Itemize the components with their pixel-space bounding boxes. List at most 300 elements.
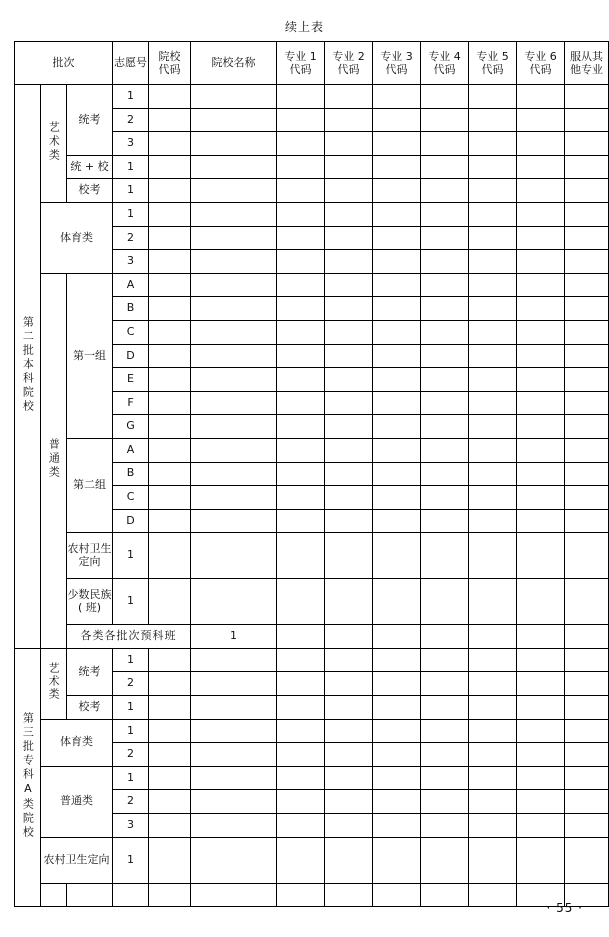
major-1-cell[interactable]: [277, 837, 325, 883]
school-name-cell[interactable]: [191, 179, 277, 203]
header-major-1-line2: 代码: [289, 63, 312, 76]
major-1-cell[interactable]: [277, 696, 325, 720]
school-code-cell[interactable]: [149, 648, 191, 672]
obey-cell[interactable]: [565, 132, 609, 156]
obey-cell[interactable]: [565, 743, 609, 767]
major-5-cell[interactable]: [469, 486, 517, 510]
major-2-cell[interactable]: [325, 438, 373, 462]
major-5-cell[interactable]: [469, 883, 517, 907]
major-5-cell[interactable]: [469, 202, 517, 226]
school-name-cell[interactable]: [191, 743, 277, 767]
major-1-cell[interactable]: [277, 273, 325, 297]
major-1-cell[interactable]: [277, 743, 325, 767]
school-code-cell[interactable]: [149, 790, 191, 814]
major-5-cell[interactable]: [469, 250, 517, 274]
obey-cell[interactable]: [565, 509, 609, 533]
major-5-cell[interactable]: [469, 837, 517, 883]
header-major-1-line1: 专业 1: [284, 49, 317, 63]
major-4-cell[interactable]: [421, 648, 469, 672]
major-3-cell[interactable]: [373, 250, 421, 274]
school-name-cell[interactable]: [191, 533, 277, 579]
major-2-cell[interactable]: [325, 179, 373, 203]
major-6-cell[interactable]: [517, 108, 565, 132]
school-code-cell[interactable]: [149, 438, 191, 462]
school-name-cell[interactable]: [191, 486, 277, 510]
school-code-cell[interactable]: [149, 391, 191, 415]
school-name-cell[interactable]: [325, 625, 373, 649]
obey-cell[interactable]: [565, 533, 609, 579]
school-name-cell[interactable]: [191, 391, 277, 415]
major-3-cell[interactable]: [373, 743, 421, 767]
major-1-cell[interactable]: [277, 486, 325, 510]
major-5-cell[interactable]: [469, 743, 517, 767]
major-4-cell[interactable]: [421, 766, 469, 790]
major-2-cell[interactable]: [325, 391, 373, 415]
wish-no-cell: 1: [113, 648, 149, 672]
school-code-cell[interactable]: [149, 719, 191, 743]
wish-no-cell: D: [113, 509, 149, 533]
major-5-cell[interactable]: [469, 696, 517, 720]
obey-cell[interactable]: [565, 648, 609, 672]
school-code-cell[interactable]: [149, 533, 191, 579]
major-4-cell[interactable]: [421, 438, 469, 462]
major-1-cell[interactable]: [277, 462, 325, 486]
obey-cell[interactable]: [565, 837, 609, 883]
school-name-cell[interactable]: [191, 509, 277, 533]
major-3-cell[interactable]: [373, 814, 421, 838]
major-4-cell[interactable]: [421, 509, 469, 533]
major-4-cell[interactable]: [421, 108, 469, 132]
major-2-cell[interactable]: [325, 509, 373, 533]
major-1-cell[interactable]: [277, 648, 325, 672]
major-4-cell[interactable]: [421, 344, 469, 368]
major-6-cell[interactable]: [517, 273, 565, 297]
major-1-cell[interactable]: [277, 132, 325, 156]
obey-cell[interactable]: [565, 766, 609, 790]
obey-cell[interactable]: [565, 155, 609, 179]
major-1-cell[interactable]: [277, 883, 325, 907]
major-2-cell[interactable]: [325, 108, 373, 132]
major-2-cell[interactable]: [325, 672, 373, 696]
major-4-cell[interactable]: [421, 297, 469, 321]
major-5-cell[interactable]: [469, 108, 517, 132]
school-name-cell[interactable]: [191, 415, 277, 439]
school-name-cell[interactable]: [191, 648, 277, 672]
school-code-cell[interactable]: [149, 743, 191, 767]
wish-no-cell: 3: [113, 250, 149, 274]
major-6-cell[interactable]: [517, 509, 565, 533]
major-5-cell[interactable]: [469, 719, 517, 743]
major-3-cell[interactable]: [373, 132, 421, 156]
volunteer-form-table: [14, 41, 609, 907]
major-2-cell[interactable]: [325, 579, 373, 625]
major-3-cell[interactable]: [373, 155, 421, 179]
major-1-cell[interactable]: [277, 790, 325, 814]
major-1-cell[interactable]: [277, 719, 325, 743]
major-6-cell[interactable]: [517, 297, 565, 321]
major-6-cell[interactable]: [517, 533, 565, 579]
school-name-cell[interactable]: [191, 132, 277, 156]
major-1-cell[interactable]: [277, 579, 325, 625]
major-5-cell[interactable]: [469, 297, 517, 321]
major-1-cell[interactable]: [277, 297, 325, 321]
school-name-cell[interactable]: [191, 250, 277, 274]
major-5-cell[interactable]: [469, 344, 517, 368]
major-1-cell[interactable]: [277, 533, 325, 579]
obey-cell[interactable]: [565, 814, 609, 838]
wish-no-cell: G: [113, 415, 149, 439]
major-2-cell[interactable]: [325, 250, 373, 274]
major-1-cell[interactable]: [277, 391, 325, 415]
major-3-cell[interactable]: [373, 415, 421, 439]
major-6-cell[interactable]: [517, 719, 565, 743]
major-3-cell[interactable]: [373, 108, 421, 132]
table-row: [15, 837, 609, 883]
major-4-cell[interactable]: [421, 696, 469, 720]
major-3-cell[interactable]: [373, 486, 421, 510]
major-2-cell[interactable]: [325, 297, 373, 321]
major-4-cell[interactable]: [421, 85, 469, 109]
major-4-cell[interactable]: [421, 719, 469, 743]
school-code-cell[interactable]: [149, 226, 191, 250]
obey-cell[interactable]: [565, 391, 609, 415]
obey-cell[interactable]: [565, 696, 609, 720]
major-4-cell[interactable]: [421, 837, 469, 883]
header-major-6: [517, 42, 565, 85]
school-name-cell[interactable]: [191, 766, 277, 790]
major-5-cell[interactable]: [469, 648, 517, 672]
major-3-cell[interactable]: [373, 766, 421, 790]
major-6-cell[interactable]: [517, 132, 565, 156]
major-2-cell[interactable]: [325, 85, 373, 109]
major-6-cell[interactable]: [517, 814, 565, 838]
major-4-cell[interactable]: [421, 743, 469, 767]
school-name-cell[interactable]: [191, 320, 277, 344]
major-4-cell[interactable]: [421, 579, 469, 625]
major-1-cell[interactable]: [277, 250, 325, 274]
major-3-cell[interactable]: [373, 297, 421, 321]
school-code-cell[interactable]: [149, 273, 191, 297]
school-name-cell[interactable]: [191, 438, 277, 462]
major-4-cell[interactable]: [421, 533, 469, 579]
school-code-cell[interactable]: [149, 415, 191, 439]
major-5-cell[interactable]: [469, 132, 517, 156]
school-name-cell[interactable]: [191, 85, 277, 109]
major-3-cell[interactable]: [373, 579, 421, 625]
obey-cell[interactable]: [565, 415, 609, 439]
major-5-cell[interactable]: [469, 368, 517, 392]
major-6-cell[interactable]: [517, 766, 565, 790]
school-code-cell[interactable]: [149, 579, 191, 625]
major-3-cell[interactable]: [373, 438, 421, 462]
major-6-cell[interactable]: [517, 790, 565, 814]
major-3-cell[interactable]: [373, 696, 421, 720]
major-1-cell[interactable]: [277, 509, 325, 533]
school-name-cell[interactable]: [191, 696, 277, 720]
major-5-cell[interactable]: [469, 415, 517, 439]
school-code-cell[interactable]: [149, 883, 191, 907]
major-4-cell[interactable]: [421, 672, 469, 696]
major-6-cell[interactable]: [517, 320, 565, 344]
major-3-cell[interactable]: [373, 648, 421, 672]
major-3-cell[interactable]: [373, 790, 421, 814]
major-1-cell[interactable]: [277, 368, 325, 392]
major-2-cell[interactable]: [325, 837, 373, 883]
school-name-cell[interactable]: [191, 579, 277, 625]
obey-cell[interactable]: [565, 368, 609, 392]
school-name-cell[interactable]: [191, 814, 277, 838]
obey-cell[interactable]: [565, 672, 609, 696]
major-5-cell[interactable]: [469, 438, 517, 462]
major-3-cell[interactable]: [373, 509, 421, 533]
major-2-cell[interactable]: [325, 202, 373, 226]
group-label-arts-third: 艺术类: [41, 648, 67, 719]
school-name-cell[interactable]: [191, 883, 277, 907]
obey-cell[interactable]: [565, 202, 609, 226]
major-5-cell[interactable]: [469, 672, 517, 696]
major-3-cell[interactable]: [373, 273, 421, 297]
major-6-cell[interactable]: [517, 415, 565, 439]
school-name-cell[interactable]: [191, 368, 277, 392]
major-2-cell[interactable]: [325, 766, 373, 790]
wish-no-cell: 1: [113, 85, 149, 109]
major-6-cell[interactable]: [517, 344, 565, 368]
school-name-cell[interactable]: [191, 108, 277, 132]
major-4-cell[interactable]: [421, 790, 469, 814]
major-2-cell[interactable]: [325, 696, 373, 720]
major-1-cell[interactable]: [277, 438, 325, 462]
major-3-cell[interactable]: [373, 837, 421, 883]
major-6-cell[interactable]: [517, 837, 565, 883]
major-5-cell[interactable]: [469, 155, 517, 179]
major-1-cell[interactable]: [277, 155, 325, 179]
major-6-cell[interactable]: [517, 743, 565, 767]
school-name-cell[interactable]: [191, 273, 277, 297]
obey-cell[interactable]: [565, 250, 609, 274]
major-1-cell[interactable]: [277, 85, 325, 109]
major-5-cell[interactable]: [469, 533, 517, 579]
major-2-cell[interactable]: [325, 344, 373, 368]
major-6-cell[interactable]: [517, 696, 565, 720]
table-row: [15, 273, 609, 297]
obey-cell[interactable]: [565, 790, 609, 814]
major-5-cell[interactable]: [469, 391, 517, 415]
major-6-cell[interactable]: [517, 85, 565, 109]
major-2-cell[interactable]: [325, 648, 373, 672]
major-1-cell[interactable]: [277, 202, 325, 226]
major-3-cell[interactable]: [373, 672, 421, 696]
school-code-cell[interactable]: [149, 320, 191, 344]
school-code-cell[interactable]: [149, 250, 191, 274]
major-6-cell[interactable]: [517, 391, 565, 415]
major-3-cell[interactable]: [373, 226, 421, 250]
major-3-cell[interactable]: [373, 179, 421, 203]
obey-cell[interactable]: [565, 438, 609, 462]
major-6-cell[interactable]: [517, 226, 565, 250]
school-name-cell[interactable]: [191, 719, 277, 743]
major-5-cell[interactable]: [469, 509, 517, 533]
major-6-cell[interactable]: [517, 202, 565, 226]
school-code-cell[interactable]: [149, 766, 191, 790]
school-name-cell[interactable]: [191, 344, 277, 368]
obey-cell[interactable]: [565, 226, 609, 250]
major-6-cell[interactable]: [517, 368, 565, 392]
school-name-cell[interactable]: [191, 226, 277, 250]
major-1-cell[interactable]: [277, 415, 325, 439]
major-2-cell[interactable]: [325, 486, 373, 510]
major-2-cell[interactable]: [325, 320, 373, 344]
major-2-cell[interactable]: [325, 226, 373, 250]
major-1-cell[interactable]: [277, 344, 325, 368]
major-4-cell[interactable]: [421, 486, 469, 510]
major-4-cell[interactable]: [421, 320, 469, 344]
major-6-cell[interactable]: [517, 179, 565, 203]
major-3-cell[interactable]: [373, 368, 421, 392]
major-5-cell[interactable]: [469, 462, 517, 486]
header-school-code-line1: 院校: [158, 49, 181, 63]
major-4-cell[interactable]: [421, 415, 469, 439]
major-2-cell[interactable]: [325, 462, 373, 486]
major-3-cell[interactable]: [373, 344, 421, 368]
major-3-cell[interactable]: [373, 391, 421, 415]
major-2-cell[interactable]: [325, 719, 373, 743]
school-code-cell[interactable]: [149, 837, 191, 883]
major-2-cell[interactable]: [325, 883, 373, 907]
major-4-cell[interactable]: [421, 202, 469, 226]
major-5-cell[interactable]: [469, 814, 517, 838]
major-3-cell[interactable]: [373, 202, 421, 226]
school-code-cell[interactable]: [149, 85, 191, 109]
major-4-cell[interactable]: [421, 155, 469, 179]
major-2-cell[interactable]: [325, 155, 373, 179]
major-3-cell[interactable]: [373, 462, 421, 486]
school-code-cell[interactable]: [149, 179, 191, 203]
major-6-cell[interactable]: [517, 579, 565, 625]
school-name-cell[interactable]: [191, 202, 277, 226]
major-5-cell[interactable]: [469, 579, 517, 625]
school-code-cell[interactable]: [149, 202, 191, 226]
major-3-cell[interactable]: [373, 883, 421, 907]
major-5-cell[interactable]: [469, 226, 517, 250]
major-1-cell[interactable]: [277, 179, 325, 203]
major-3-cell[interactable]: [373, 533, 421, 579]
major-4-cell[interactable]: [421, 462, 469, 486]
major-5-cell[interactable]: [469, 179, 517, 203]
obey-cell[interactable]: [565, 273, 609, 297]
major-5-cell[interactable]: [469, 320, 517, 344]
obey-cell[interactable]: [565, 179, 609, 203]
major-2-cell[interactable]: [325, 132, 373, 156]
obey-cell[interactable]: [565, 579, 609, 625]
obey-cell[interactable]: [565, 462, 609, 486]
school-name-cell[interactable]: [191, 297, 277, 321]
major-1-cell[interactable]: [277, 766, 325, 790]
major-5-cell[interactable]: [469, 85, 517, 109]
obey-cell[interactable]: [565, 320, 609, 344]
major-1-cell[interactable]: [277, 672, 325, 696]
major-1-cell[interactable]: [373, 625, 421, 649]
major-5-cell[interactable]: [565, 625, 609, 649]
school-code-cell[interactable]: [149, 672, 191, 696]
major-4-cell[interactable]: [421, 226, 469, 250]
school-code-cell[interactable]: [149, 108, 191, 132]
major-2-cell[interactable]: [325, 273, 373, 297]
school-code-cell[interactable]: [149, 814, 191, 838]
major-4-cell[interactable]: [421, 250, 469, 274]
school-code-cell[interactable]: [149, 509, 191, 533]
school-name-cell[interactable]: [191, 790, 277, 814]
major-6-cell[interactable]: [517, 486, 565, 510]
major-2-cell[interactable]: [421, 625, 469, 649]
major-1-cell[interactable]: [277, 108, 325, 132]
major-5-cell[interactable]: [469, 790, 517, 814]
wish-no-cell[interactable]: [113, 883, 149, 907]
obey-cell[interactable]: [565, 486, 609, 510]
major-4-cell[interactable]: [421, 883, 469, 907]
school-code-cell[interactable]: [149, 462, 191, 486]
major-2-cell[interactable]: [325, 743, 373, 767]
school-code-cell[interactable]: [149, 368, 191, 392]
major-4-cell[interactable]: [421, 273, 469, 297]
major-1-cell[interactable]: [277, 226, 325, 250]
major-2-cell[interactable]: [325, 814, 373, 838]
major-1-cell[interactable]: [277, 320, 325, 344]
school-code-cell[interactable]: [149, 155, 191, 179]
school-name-cell[interactable]: [191, 837, 277, 883]
major-1-cell[interactable]: [277, 814, 325, 838]
school-code-cell[interactable]: [149, 486, 191, 510]
school-name-cell[interactable]: [191, 462, 277, 486]
major-4-cell[interactable]: [421, 368, 469, 392]
obey-cell[interactable]: [565, 344, 609, 368]
school-name-cell[interactable]: [191, 672, 277, 696]
school-code-cell[interactable]: [149, 297, 191, 321]
major-2-cell[interactable]: [325, 533, 373, 579]
school-code-cell[interactable]: [149, 132, 191, 156]
major-2-cell[interactable]: [325, 415, 373, 439]
major-6-cell[interactable]: [517, 155, 565, 179]
school-name-cell[interactable]: [191, 155, 277, 179]
major-6-cell[interactable]: [517, 462, 565, 486]
major-4-cell[interactable]: [421, 132, 469, 156]
obey-cell[interactable]: [565, 108, 609, 132]
school-code-cell[interactable]: [149, 696, 191, 720]
obey-cell[interactable]: [565, 297, 609, 321]
school-code-cell[interactable]: [277, 625, 325, 649]
major-4-cell[interactable]: [421, 179, 469, 203]
major-3-cell[interactable]: [373, 719, 421, 743]
major-4-cell[interactable]: [421, 814, 469, 838]
major-4-cell[interactable]: [421, 391, 469, 415]
major-5-cell[interactable]: [469, 273, 517, 297]
school-code-cell[interactable]: [149, 344, 191, 368]
major-2-cell[interactable]: [325, 790, 373, 814]
major-6-cell[interactable]: [517, 672, 565, 696]
major-6-cell[interactable]: [517, 438, 565, 462]
major-5-cell[interactable]: [469, 766, 517, 790]
obey-cell[interactable]: [565, 719, 609, 743]
major-3-cell[interactable]: [469, 625, 517, 649]
major-6-cell[interactable]: [517, 250, 565, 274]
obey-cell[interactable]: [565, 85, 609, 109]
major-2-cell[interactable]: [325, 368, 373, 392]
major-3-cell[interactable]: [373, 320, 421, 344]
header-wish-no: 志愿号: [113, 42, 149, 85]
major-6-cell[interactable]: [517, 648, 565, 672]
major-3-cell[interactable]: [373, 85, 421, 109]
header-obey-line1: 服从其: [570, 49, 604, 63]
major-4-cell[interactable]: [517, 625, 565, 649]
